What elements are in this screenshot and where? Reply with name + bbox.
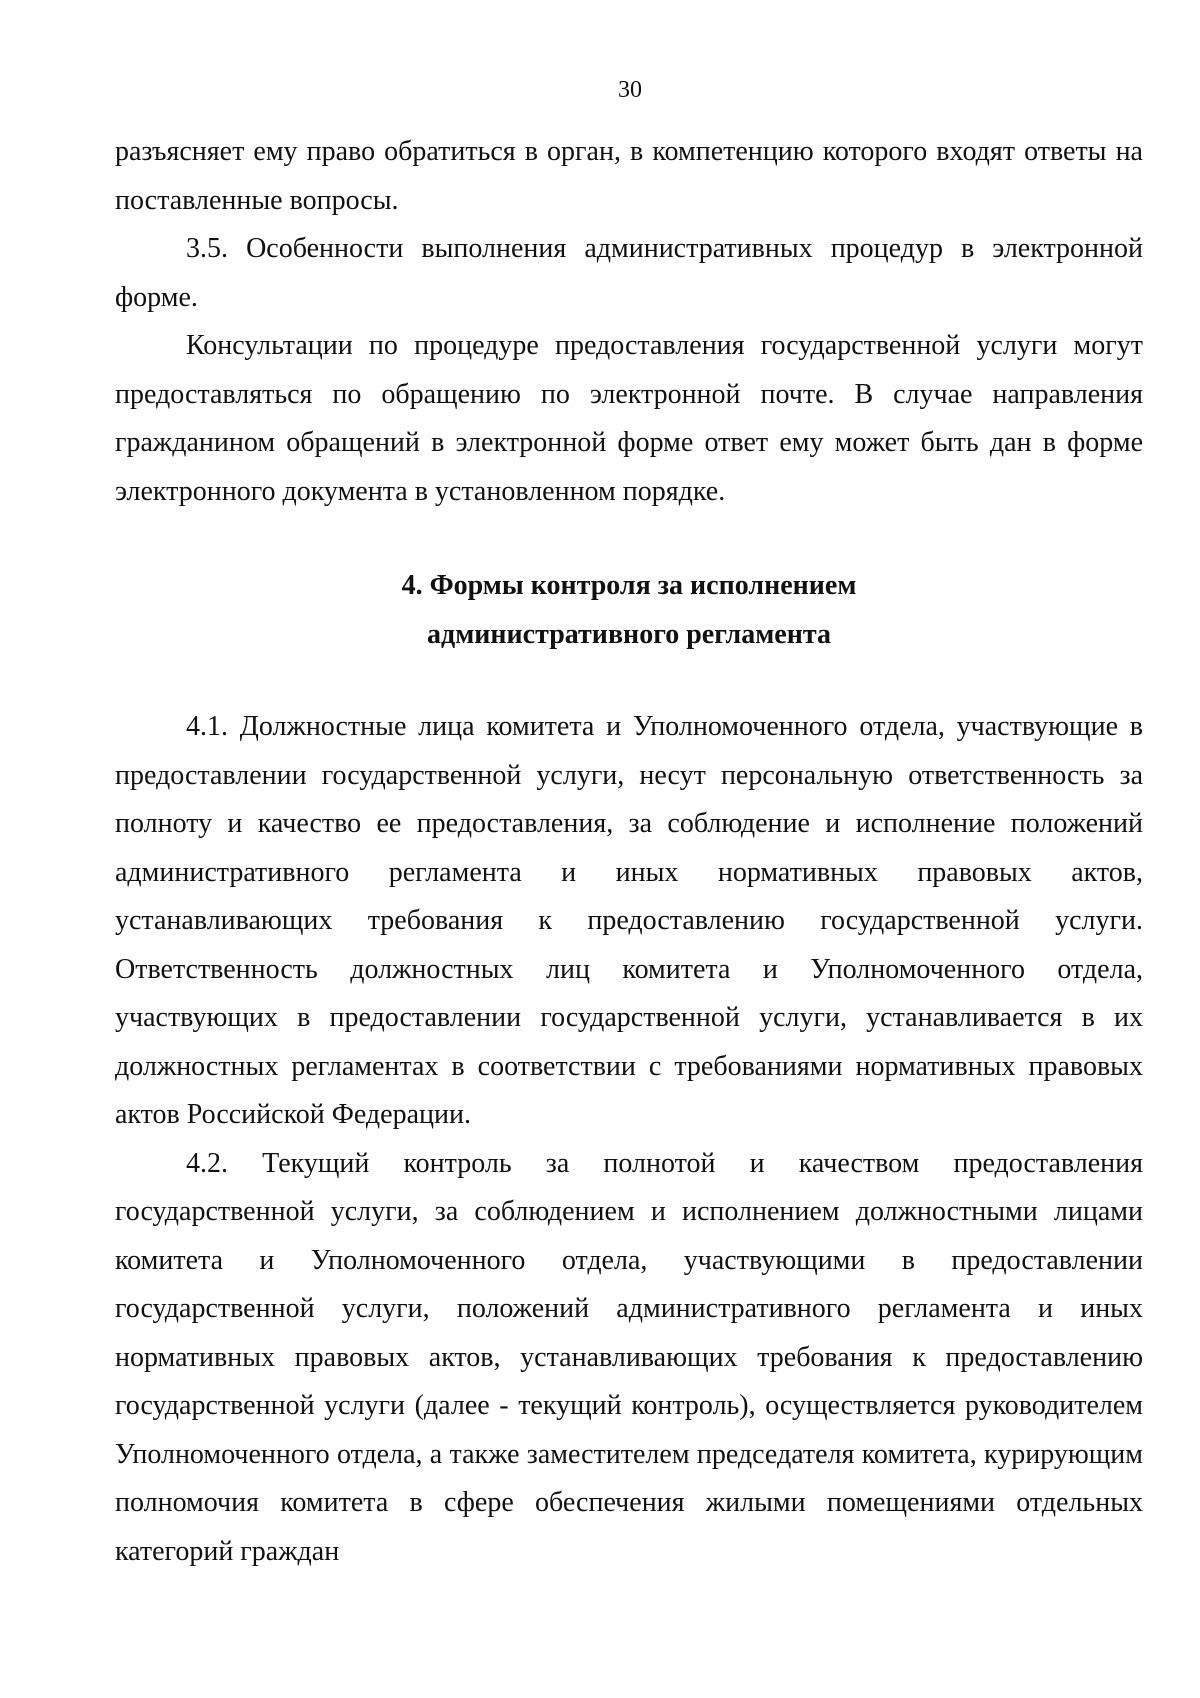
section-heading-line-1: 4. Формы контроля за исполнением [401,570,857,601]
paragraph-3-5: 3.5. Особенности выполнения административных процедур в электронной форме. [115,233,1143,313]
paragraph-consultations: Консультации по процедуре предоставления государственной услуги могут предоставляться по обращению по электронной почте. В случае направления гражданином обращений в электронной форме ответ ему может быть дан в форме электронного документа в установленном порядке. [115,330,1143,507]
paragraph-4-1: 4.1. Должностные лица комитета и Уполномоченного отдела, участвующие в предоставлении государственной услуги, несут персональную ответственность за полноту и качество ее предоставления, за соблюдение и исполнение положений административного регламента и иных нормативных правовых актов, устанавливающих требования к предоставлению государственной услуги. Ответственность должностных лиц комитета и Уполномоченного отдела, участвующих в предоставлении государственной услуги, устанавливается в их должностных регламентах в соответствии с требованиями нормативных правовых актов Российской Федерации. [115,711,1143,1130]
section-heading [115,562,1143,659]
paragraph-continuation: разъясняет ему право обратиться в орган, в компетенцию которого входят ответы на поставленные вопросы. [115,136,1143,216]
document-body [115,128,1143,1576]
section-heading-line-2: административного регламента [427,618,831,650]
page-number: 30 [618,77,642,103]
paragraph-4-2: 4.2. Текущий контроль за полнотой и качеством предоставления государственной услуги, за соблюдением и исполнением должностными лицами комитета и Уполномоченного отдела, участвующими в предоставлении государственной услуги, положений административного регламента и иных нормативных правовых актов, устанавливающих требования к предоставлению государственной услуги (далее - текущий контроль), осуществляется руководителем Уполномоченного отдела, а также заместителем председателя комитета, курирующим полномочия комитета в сфере обеспечения жилыми помещениями отдельных категорий граждан [115,1147,1143,1567]
